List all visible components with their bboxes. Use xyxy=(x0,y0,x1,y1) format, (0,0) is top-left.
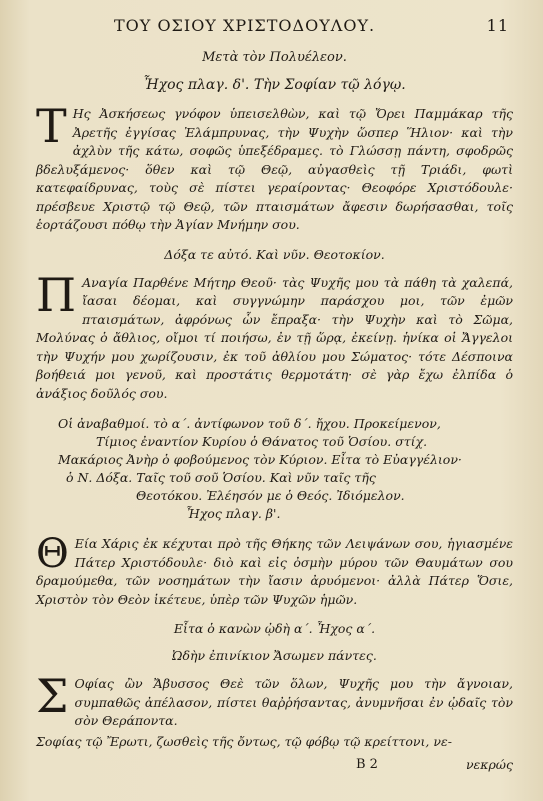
ichos-heading: Ἦχος πλαγ. δ'. Τὴν Σοφίαν τῷ λόγῳ. xyxy=(143,77,406,93)
hymn-text: Εία Χάρις ἐκ κέχυται πρὸ τῆς Θήκης τῶν Λειψάνων σου, ἡγιασμένε Πάτερ Χριστόδουλε· διὸ καὶ εἰς ὀσμὴν μύρου τῶν Θαυμάτων σου δραμούμεθα, τῶν νοσημάτων τὴν ἴασιν ἀρυόμενοι· ἀλλὰ Πάτερ Ὅσιε, Χριστὸν τὸν Θεὸν ἱκέτευε, ὑπὲρ τῶν Ψυχῶν ἡμῶν. xyxy=(36,536,513,607)
hymn-paragraph-2 xyxy=(36,267,513,404)
drop-cap-initial: Π xyxy=(36,267,77,322)
drop-cap-initial: Θ xyxy=(36,531,69,577)
hymn-paragraph-4 xyxy=(36,669,513,731)
running-head xyxy=(36,10,513,36)
signature-mark: Β 2 xyxy=(356,757,378,772)
hymn-text: Οφίας ὢν Ἄβυσσος Θεὲ τῶν ὅλων, Ψυχῆς μου τὴν ἄγνοιαν, συμπαθῶς ἀπέλασον, πίστει θαῤῥήσαντας, ἀνυμνῆσαι ἐν ᾠδαῖς τὸν σὸν Θεράποντα. xyxy=(74,676,513,728)
canon-rubric: Εἶτα ὁ κανὼν ᾠδὴ α΄. Ἦχος α΄. xyxy=(173,621,376,636)
drop-cap-initial: Τ xyxy=(36,99,67,153)
hymn-paragraph-1 xyxy=(36,99,513,235)
rubric-block xyxy=(36,415,513,523)
rubric-line: Μακάριος Ἀνὴρ ὁ φοβούμενος τὸν Κύριον. Εἶτα τὸ Εὐαγγέλιον· xyxy=(58,452,462,467)
hymn-paragraph-3 xyxy=(36,531,513,609)
rubric-line: Θεοτόκου. Ἐλέησόν με ὁ Θεός. Ἰδιόμελον. xyxy=(136,488,405,503)
hymn-text: Ης Ἀσκήσεως γνόφον ὑπεισελθὼν, καὶ τῷ Ὄρει Παμμάκαρ τῆς Ἀρετῆς ἐγγίσας Ἐλάμπρυνας, τὴν Ψυχὴν ὥσπερ Ἥλιον· καὶ τὴν ἀχλὺν τῆς κάτω, σοφῶς ὑπεξέδραμες. τὸ Γλώσσῃ πάντη, σφοδρῶς βδελυξάμενος· ὅθεν καὶ τῷ Θεῷ, αὐγασθεὶς τῇ Τριάδι, φωτὶ κατεφαίδρυνας, τοὺς σὲ πίστει γεραίροντας· Θεοφόρε Χριστόδουλε· πρέσβευε Χριστῷ τῷ Θεῷ, τῶν πταισμάτων ἄφεσιν δωρήσασθαι, τοῖς ἑορτάζουσι πόθῳ τὴν Ἁγίαν Μνήμην σου. xyxy=(36,106,513,232)
drop-cap-initial: Σ xyxy=(36,669,69,723)
ode-heading: Ὠδὴν ἐπινίκιον Ἄσωμεν πάντες. xyxy=(172,648,377,663)
rubric-line: Ἦχος πλαγ. β'. xyxy=(186,506,281,521)
running-title: ΤΟΥ ΟΣΙΟΥ ΧΡΙΣΤΟΔΟΥΛΟΥ. xyxy=(114,16,376,35)
hymn-text: Αναγία Παρθένε Μήτηρ Θεοῦ· τὰς Ψυχῆς μου τὰ πάθη τὰ χαλεπά, ἴασαι δέομαι, καὶ συγγνώμην παράσχου μοι, τῶν ἐμῶν πταισμάτων, ἀφρόνως ὧν ἔπραξα· τὴν Ψυχὴν καὶ τὸ Σῶμα, Μολύνας ὁ ἄθλιος, οἴμοι τί ποιήσω, ἐν τῇ ὥρᾳ, ἐκείνῃ. ἡνίκα οἱ Ἄγγελοι τὴν Ψυχήν μου χωρίζουσιν, ἐκ τοῦ ἀθλίου μου Σώματος· τότε Δέσποινα βοήθειά μοι γενοῦ, καὶ προστάτις θερμοτάτη· σὲ γὰρ ἔχω ἐλπίδα ὁ ἀνάξιος δοῦλός σου. xyxy=(36,274,513,401)
page-footer xyxy=(36,751,513,772)
rubric-line: ὁ Ν. Δόξα. Ταῖς τοῦ σοῦ Ὁσίου. Καὶ νῦν ταῖς τῆς xyxy=(66,470,376,485)
section-subtitle: Μετὰ τὸν Πολυέλεον. xyxy=(202,50,347,65)
rubric-line: Οἱ ἀναβαθμοί. τὸ α΄. ἀντίφωνον τοῦ δ΄. ἤχου. Προκείμενον, xyxy=(58,416,441,431)
last-line: Σοφίας τῷ Ἔρωτι, ζωσθεὶς τῆς ὄντως, τῷ φόβῳ τῷ κρείττονι, νε- xyxy=(36,733,452,749)
doxa-rubric: Δόξα τε αὐτό. Καὶ νῦν. Θεοτοκίον. xyxy=(164,246,385,262)
page-number: 11 xyxy=(486,16,509,35)
catchword: νεκρώς xyxy=(465,757,513,772)
rubric-line: Τίμιος ἐναντίον Κυρίου ὁ Θάνατος τοῦ Ὁσίου. στίχ. xyxy=(96,434,428,449)
